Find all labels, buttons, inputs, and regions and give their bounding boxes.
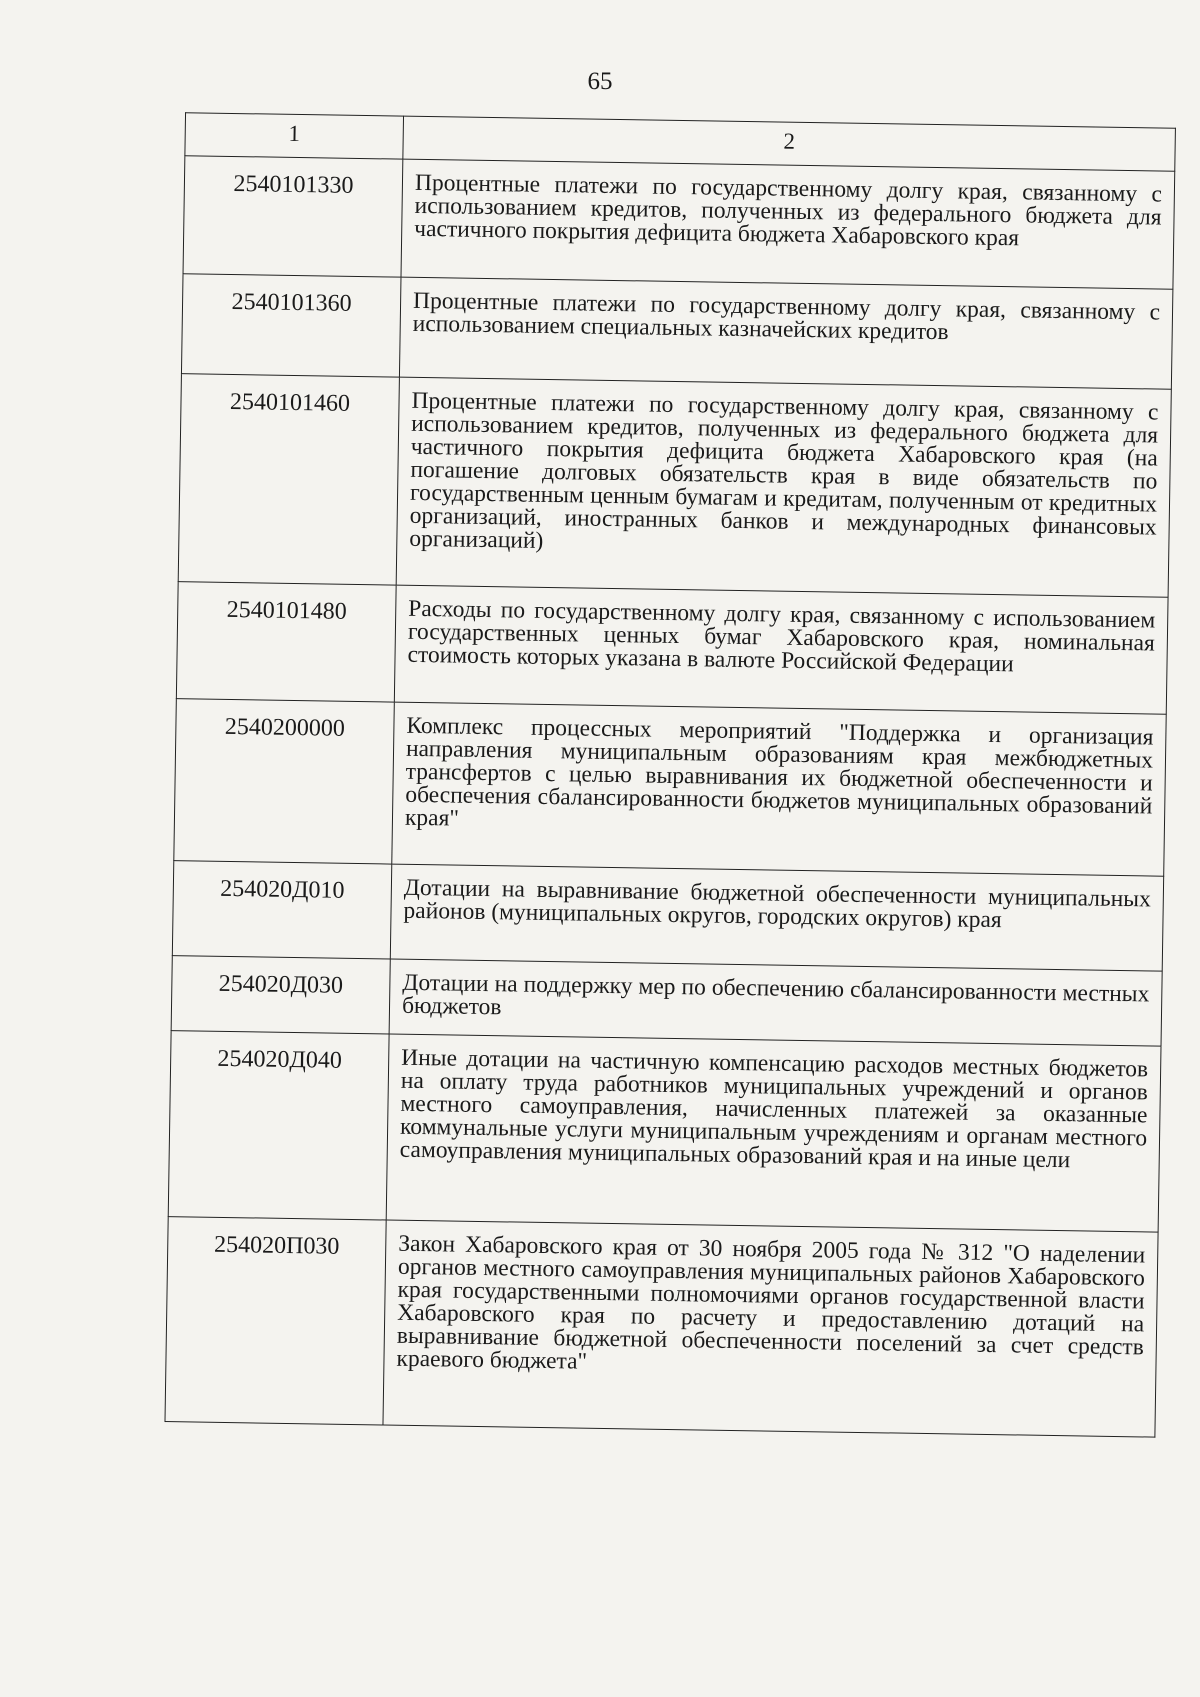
row-description: Комплекс процессных мероприятий "Поддержка и организация направления муниципальным образованиям края межбюджетных трансфертов с целью выравнивания их бюджетной обеспеченности и обеспечения сбалансированности бюджетов муниципальных образований края" bbox=[392, 702, 1166, 876]
row-code: 254020Д030 bbox=[171, 956, 390, 1034]
page-number: 65 bbox=[587, 68, 613, 95]
row-code: 254020Д040 bbox=[168, 1031, 389, 1220]
row-description: Дотации на выравнивание бюджетной обеспеченности муниципальных районов (муниципальных округов, городских округов) края bbox=[390, 864, 1163, 971]
table-row bbox=[181, 274, 1172, 390]
row-code: 2540101480 bbox=[176, 582, 396, 702]
column-header-description: 2 bbox=[403, 116, 1176, 171]
row-description: Процентные платежи по государственному долгу края, связанному с использованием кредитов, полученных из федерального бюджета для частичного покрытия дефицита бюджета Хабаровского края bbox=[401, 159, 1175, 289]
row-code: 2540101330 bbox=[183, 156, 403, 277]
row-code: 2540200000 bbox=[174, 699, 395, 864]
table-row bbox=[172, 861, 1163, 972]
row-code: 2540101460 bbox=[178, 374, 399, 585]
table-row bbox=[165, 1217, 1158, 1438]
table-row bbox=[174, 699, 1166, 877]
budget-classification-table bbox=[164, 112, 1175, 1437]
table-row bbox=[183, 156, 1175, 290]
row-description: Иные дотации на частичную компенсацию расходов местных бюджетов на оплату труда работников муниципальных учреждений и органов местного самоуправления, начисленных платежей за оказанные коммунальные услуги муниципальным учреждениям и органам местного самоуправления муниципальных образований края и на иные цели bbox=[386, 1034, 1161, 1232]
row-description: Расходы по государственному долгу края, связанному с использованием государственных ценных бумаг Хабаровского края, номинальная стоимость которых указана в валюте Российской Федерации bbox=[394, 585, 1168, 714]
table-row bbox=[176, 582, 1168, 715]
row-description: Процентные платежи по государственному долгу края, связанному с использованием кредитов, полученных из федерального бюджета для частичного покрытия дефицита бюджета Хабаровского края (на погашение долговых обязательств края в виде обязательств по государственным ценным бумагам и кредитам, полученным от кредитных организаций, иностранных банков и международных финансовых организаций) bbox=[396, 377, 1171, 597]
row-description: Закон Хабаровского края от 30 ноября 2005 года № 312 "О наделении органов местного самоуправления муниципальных районов Хабаровского края государственными полномочиями органов государственной власти Хабаровского края по расчету и предоставлению дотаций на выравнивание бюджетной обеспеченности поселений за счет средств краевого бюджета" bbox=[383, 1220, 1158, 1437]
row-code: 254020Д010 bbox=[172, 861, 391, 959]
table-row bbox=[168, 1031, 1161, 1233]
row-description: Дотации на поддержку мер по обеспечению сбалансированности местных бюджетов bbox=[389, 959, 1162, 1046]
table-row bbox=[178, 374, 1171, 598]
row-code: 2540101360 bbox=[181, 274, 401, 377]
column-header-code: 1 bbox=[185, 113, 404, 159]
row-description: Процентные платежи по государственному долгу края, связанному с использованием специальных казначейских кредитов bbox=[399, 277, 1172, 389]
row-code: 254020П030 bbox=[165, 1217, 386, 1425]
